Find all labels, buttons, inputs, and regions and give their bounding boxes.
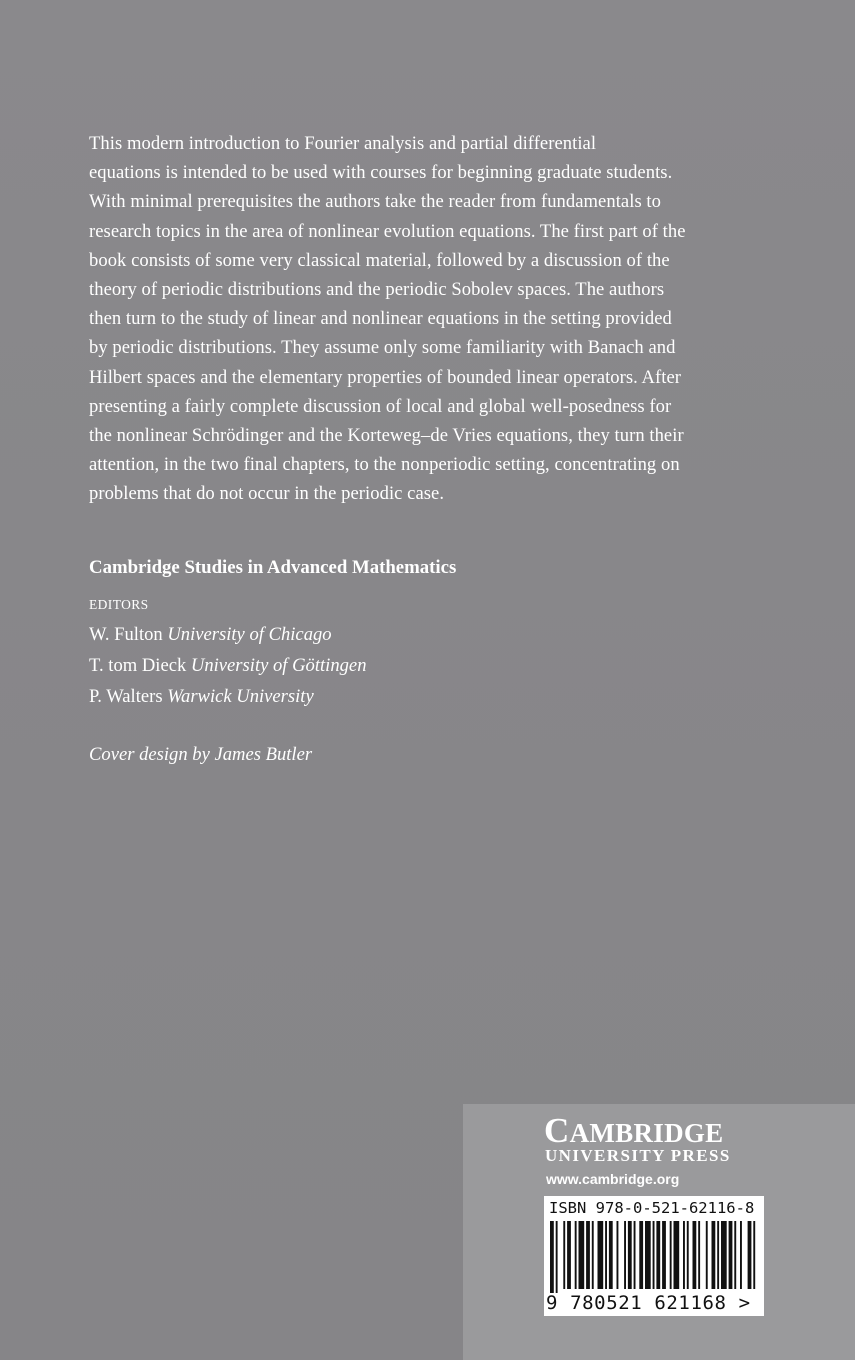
barcode-bars xyxy=(548,1221,760,1293)
editor-entry xyxy=(89,655,367,677)
publisher-logo-name xyxy=(544,1111,766,1151)
barcode-bar xyxy=(579,1221,585,1289)
barcode-bar xyxy=(656,1221,660,1289)
barcode-bar xyxy=(753,1221,755,1289)
barcode-bar xyxy=(729,1221,733,1289)
description-line: attention, in the two final chapters, to the nonperiodic setting, concentrating on xyxy=(89,454,680,476)
barcode-bar xyxy=(670,1221,672,1289)
editor-affiliation: University of Chicago xyxy=(167,624,332,645)
isbn-number: ISBN 978-0-521-62116-8 xyxy=(549,1199,755,1217)
description-line: book consists of some very classical material, followed by a discussion of the xyxy=(89,249,670,271)
barcode-bar xyxy=(717,1221,719,1289)
description-line: theory of periodic distributions and the periodic Sobolev spaces. The authors xyxy=(89,279,665,301)
barcode-bar xyxy=(598,1221,604,1289)
cover-design-credit: Cover design by James Butler xyxy=(89,744,313,765)
barcode-bar xyxy=(653,1221,655,1289)
description-line: by periodic distributions. They assume only some familiarity with Banach and xyxy=(89,337,676,359)
publisher-logo-rest: AMBRIDGE xyxy=(569,1118,724,1148)
description-line: Hilbert spaces and the elementary properties of bounded linear operators. After xyxy=(89,366,682,388)
publisher-website: www.cambridge.org xyxy=(546,1171,680,1187)
barcode-bar xyxy=(687,1221,689,1289)
barcode-bar xyxy=(645,1221,651,1289)
description-line: the nonlinear Schrödinger and the Korteweg–de Vries equations, they turn their xyxy=(89,425,684,447)
publisher-logo-initial: C xyxy=(544,1111,570,1150)
barcode-bar xyxy=(721,1221,727,1289)
publisher-press-label: UNIVERSITY PRESS xyxy=(545,1146,731,1165)
barcode-bar xyxy=(586,1221,590,1289)
barcode-bar xyxy=(639,1221,643,1289)
description-line: problems that do not occur in the periodic case. xyxy=(89,483,445,505)
editors-heading: EDITORS xyxy=(89,597,149,612)
barcode-bar xyxy=(662,1221,666,1289)
editor-affiliation: Warwick University xyxy=(167,686,314,707)
description-line: research topics in the area of nonlinear evolution equations. The first part of the xyxy=(89,220,686,242)
series-title: Cambridge Studies in Advanced Mathematics xyxy=(89,557,457,578)
barcode-bar xyxy=(634,1221,636,1289)
barcode-bar xyxy=(556,1221,558,1293)
barcode-bar xyxy=(617,1221,619,1289)
barcode-bar xyxy=(605,1221,607,1289)
editor-entry xyxy=(89,686,314,708)
editor-name: T. tom Dieck xyxy=(89,655,187,676)
barcode-bar xyxy=(734,1221,736,1289)
barcode-bar xyxy=(706,1221,708,1289)
barcode-bar xyxy=(550,1221,554,1293)
barcode-bar xyxy=(592,1221,594,1289)
book-description xyxy=(89,129,769,509)
barcode-bar xyxy=(575,1221,577,1289)
editor-entry xyxy=(89,624,332,646)
barcode-bar xyxy=(683,1221,685,1289)
description-line: equations is intended to be used with courses for beginning graduate students. xyxy=(89,162,673,184)
description-line: then turn to the study of linear and nonlinear equations in the setting provided xyxy=(89,308,672,330)
barcode-bar xyxy=(567,1221,571,1289)
barcode-bar xyxy=(693,1221,697,1289)
barcode-bar xyxy=(628,1221,632,1289)
barcode-bar xyxy=(563,1221,565,1289)
editor-affiliation: University of Göttingen xyxy=(190,655,367,676)
barcode-bar xyxy=(740,1221,742,1289)
barcode-bar xyxy=(712,1221,716,1289)
barcode-bar xyxy=(698,1221,700,1289)
barcode-bar xyxy=(624,1221,626,1289)
barcode-bar xyxy=(748,1221,752,1289)
description-line: With minimal prerequisites the authors take the reader from fundamentals to xyxy=(89,191,661,213)
barcode-digits: 9 780521 621168 > xyxy=(546,1292,751,1314)
barcode-bar xyxy=(609,1221,613,1289)
editor-name: W. Fulton xyxy=(89,624,163,645)
barcode-bar xyxy=(674,1221,680,1289)
description-line: This modern introduction to Fourier analysis and partial differential xyxy=(89,133,597,154)
description-line: presenting a fairly complete discussion of local and global well-posedness for xyxy=(89,395,672,417)
editor-name: P. Walters xyxy=(89,686,163,707)
